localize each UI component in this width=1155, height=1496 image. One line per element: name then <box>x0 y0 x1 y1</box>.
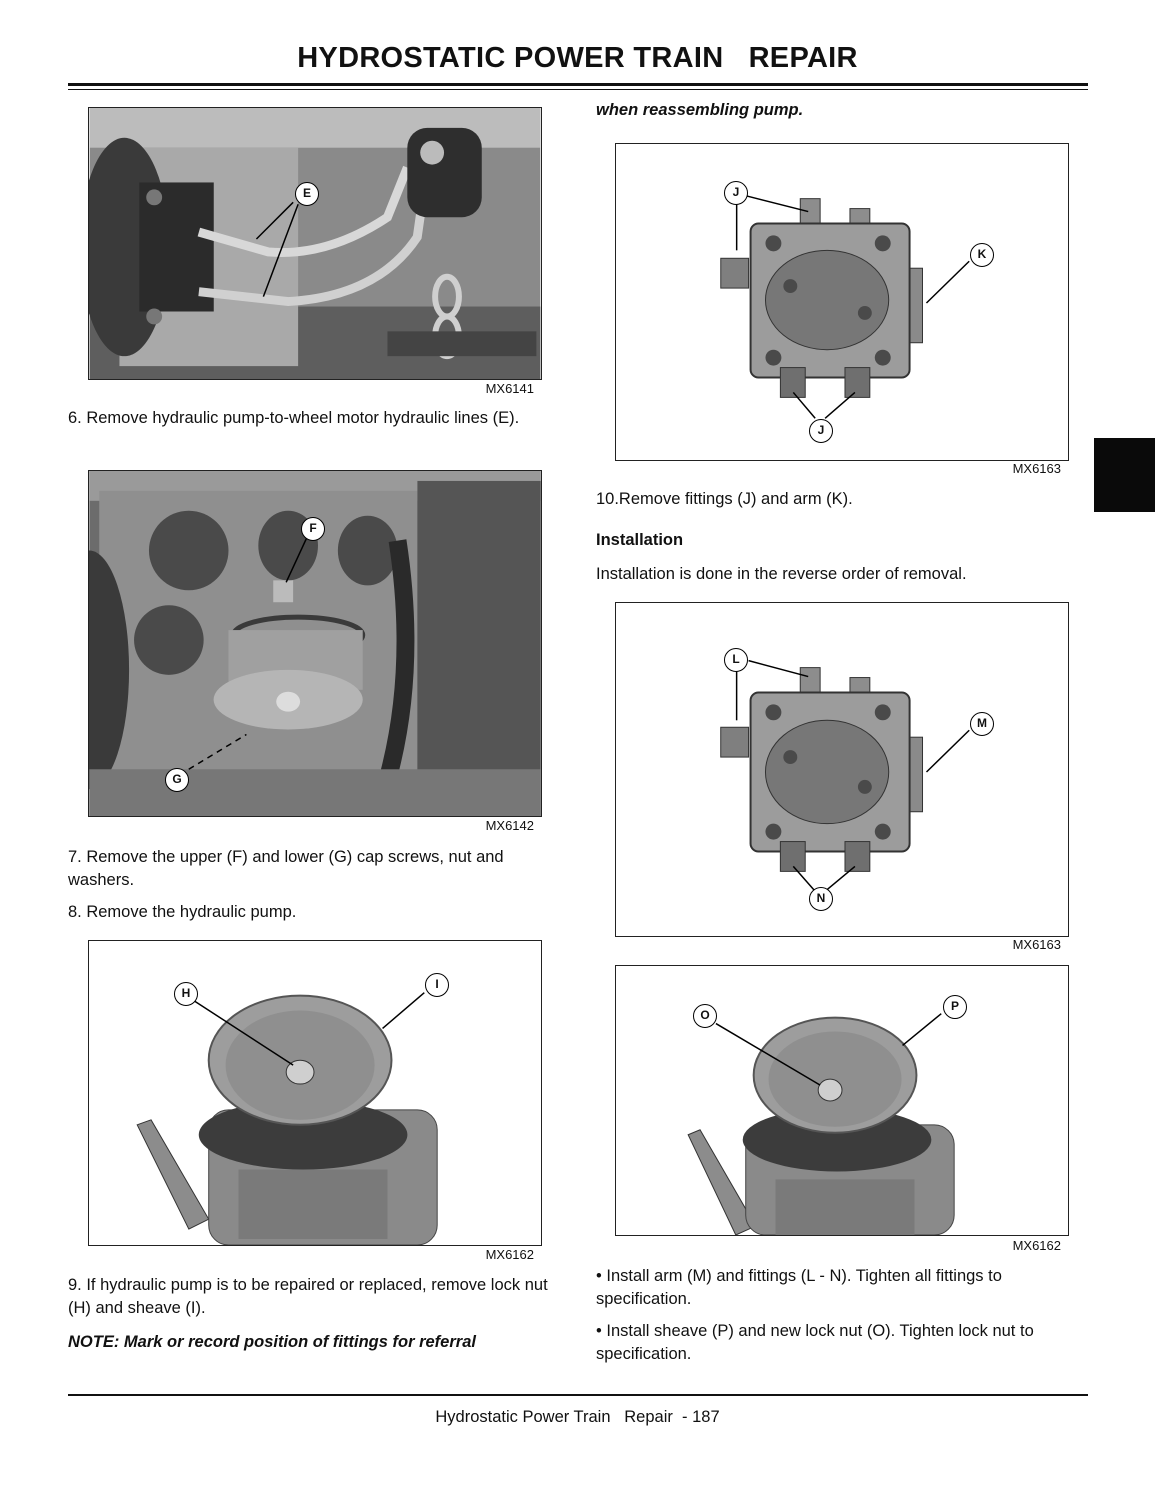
note-text: NOTE: Mark or record position of fittings for referral <box>68 1333 476 1351</box>
figure-code: MX6141 <box>485 381 534 396</box>
figure-sheave-removal <box>88 940 542 1246</box>
callout-i: I <box>425 973 449 997</box>
figure-hydraulic-lines <box>88 107 542 380</box>
header-rule-thin <box>68 89 1088 90</box>
photo-sheave-install <box>616 966 1068 1235</box>
figure-code: MX6162 <box>1012 1238 1061 1253</box>
photo-pump-fittings <box>616 144 1068 460</box>
step-10-text: 10.Remove fittings (J) and arm (K). <box>596 490 853 508</box>
callout-n: N <box>809 887 833 911</box>
callout-g: G <box>165 768 189 792</box>
figure-pump-install <box>615 602 1069 937</box>
callout-h: H <box>174 982 198 1006</box>
callout-m: M <box>970 712 994 736</box>
photo-pump-install <box>616 603 1068 936</box>
installation-heading: Installation <box>596 531 684 549</box>
section-tab-marker <box>1094 438 1155 512</box>
photo-sheave <box>89 941 541 1245</box>
page-footer: Hydrostatic Power Train Repair - 187 <box>435 1408 720 1426</box>
footer-rule <box>68 1394 1088 1396</box>
figure-code: MX6163 <box>1012 937 1061 952</box>
callout-p: P <box>943 995 967 1019</box>
callout-j-bottom: J <box>809 419 833 443</box>
callout-j-top: J <box>724 181 748 205</box>
installation-text: Installation is done in the reverse order of removal. <box>596 565 967 583</box>
page-title: HYDROSTATIC POWER TRAIN REPAIR <box>297 42 858 74</box>
bullet-install-sheave: • Install sheave (P) and new lock nut (O). Tighten lock nut to specification. <box>596 1322 1034 1363</box>
figure-pump-fittings <box>615 143 1069 461</box>
figure-sheave-install <box>615 965 1069 1236</box>
callout-f: F <box>301 517 325 541</box>
callout-e: E <box>295 182 319 206</box>
step-6-text: 6. Remove hydraulic pump-to-wheel motor hydraulic lines (E). <box>68 409 520 427</box>
callout-k: K <box>970 243 994 267</box>
step-8-text: 8. Remove the hydraulic pump. <box>68 903 297 921</box>
callout-l: L <box>724 648 748 672</box>
photo-hydraulic-lines <box>89 108 541 379</box>
figure-code: MX6163 <box>1012 461 1061 476</box>
figure-code: MX6162 <box>485 1247 534 1262</box>
bullet-install-arm: • Install arm (M) and fittings (L - N). Tighten all fittings to specification. <box>596 1267 1002 1308</box>
step-9-text: 9. If hydraulic pump is to be repaired or replaced, remove lock nut (H) and sheave (I). <box>68 1276 548 1317</box>
header-rule <box>68 83 1088 86</box>
figure-code: MX6142 <box>485 818 534 833</box>
note-continuation: when reassembling pump. <box>596 101 804 119</box>
figure-cap-screws <box>88 470 542 817</box>
step-7-text: 7. Remove the upper (F) and lower (G) cap screws, nut and washers. <box>68 848 504 889</box>
callout-o: O <box>693 1004 717 1028</box>
